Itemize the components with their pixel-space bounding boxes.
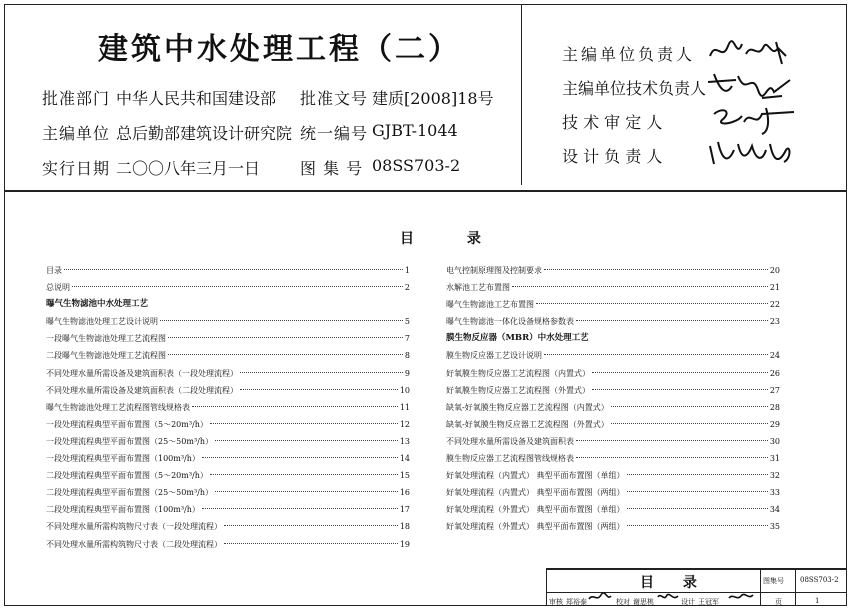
toc-entry <box>446 433 780 450</box>
toc-entry-title: 膜生物反应器工艺设计说明 <box>446 351 542 361</box>
toc-leader-dots <box>512 286 768 287</box>
header-column-divider <box>521 5 522 185</box>
toc-entry <box>46 399 410 416</box>
toc-leader-dots <box>611 423 768 424</box>
atlas-title: 建筑中水处理工程（二） <box>98 32 461 67</box>
toc-entry <box>446 484 780 501</box>
toc-entry-title: 一段处理流程典型平面布置图（5～20m³/h） <box>46 419 208 429</box>
toc-entry-title: 好氧处理流程（外置式） 典型平面布置图（两组） <box>446 522 625 532</box>
effective-date: 二〇〇八年三月一日 <box>116 159 261 178</box>
title-block-divider-v2 <box>795 569 796 606</box>
title-block-atlas-label: 图集号 <box>763 577 784 585</box>
toc-entry-title: 一段处理流程典型平面布置图（25～50m³/h） <box>46 436 213 446</box>
toc-leader-dots <box>627 474 768 475</box>
toc-leader-dots <box>202 508 398 509</box>
toc-entry-page: 7 <box>404 334 410 344</box>
toc-leader-dots <box>192 406 398 407</box>
toc-entry-title: 膜生物反应器（MBR）中水处理工艺 <box>446 333 589 344</box>
toc-entry-title: 二段曝气生物滤池处理工艺流程图 <box>46 351 166 361</box>
toc-entry <box>446 518 780 535</box>
toc-entry-title: 水解池工艺布置图 <box>446 283 510 293</box>
toc-entry <box>46 330 410 347</box>
title-block-atlas-no: 08SS703-2 <box>800 576 839 584</box>
toc-entry-page: 33 <box>769 488 780 498</box>
toc-entry-page: 1 <box>404 266 410 275</box>
toc-entry <box>446 382 780 399</box>
toc-entry-title: 好氧处理流程（外置式） 典型平面布置图（单组） <box>446 505 625 515</box>
toc-leader-dots <box>64 269 403 270</box>
toc-entry-page: 32 <box>769 471 780 481</box>
checker-signature <box>657 591 679 603</box>
toc-entry-page: 5 <box>404 317 410 327</box>
toc-leader-dots <box>627 508 768 509</box>
toc-entry-page: 15 <box>399 471 410 481</box>
atlas-no-label: 图 集 号 <box>300 159 364 178</box>
approval-doc: 建质[2008]18号 <box>372 89 494 108</box>
toc-entry-page: 19 <box>399 539 410 549</box>
tech-reviewer-label: 技 术 审 定 人 <box>562 113 663 132</box>
toc-title: 目 录 <box>400 231 505 247</box>
unified-no-label: 统一编号 <box>300 124 369 143</box>
tech-lead-label: 主编单位技术负责人 <box>562 79 707 98</box>
reviewer-signature <box>588 591 612 603</box>
toc-entry <box>446 347 780 364</box>
tech-reviewer-signature <box>706 102 796 136</box>
toc-entry <box>446 416 780 433</box>
toc-leader-dots <box>215 440 398 441</box>
toc-right-column <box>446 262 780 536</box>
toc-leader-dots <box>224 525 398 526</box>
toc-leader-dots <box>168 354 403 355</box>
toc-entry-title: 缺氧-好氧膜生物反应器工艺流程图（内置式） <box>446 402 609 412</box>
approval-dept-label: 批准部门 <box>42 89 111 108</box>
toc-leader-dots <box>544 269 768 270</box>
toc-entry-title: 曝气生物滤池处理工艺设计说明 <box>46 317 158 327</box>
toc-entry-page: 2 <box>404 283 410 293</box>
toc-entry <box>446 365 780 382</box>
atlas-no: 08SS703-2 <box>372 156 461 175</box>
toc-entry-page: 8 <box>404 351 410 361</box>
toc-entry-page: 23 <box>769 317 780 327</box>
toc-leader-dots <box>240 389 398 390</box>
toc-entry-title: 曝气生物滤池工艺布置图 <box>446 300 534 310</box>
design-lead-signature <box>706 136 796 170</box>
toc-entry <box>46 347 410 364</box>
toc-entry-title: 不同处理水量所需构筑物尺寸表（一段处理流程） <box>46 522 222 532</box>
toc-entry <box>46 467 410 484</box>
toc-entry-title: 电气控制原理图及控制要求 <box>446 266 542 275</box>
tech-lead-signature <box>706 68 796 102</box>
toc-section-heading <box>46 296 410 313</box>
toc-leader-dots <box>210 423 398 424</box>
toc-leader-dots <box>592 389 768 390</box>
toc-leader-dots <box>210 474 398 475</box>
chief-editor-signature <box>706 34 796 68</box>
toc-leader-dots <box>536 303 768 304</box>
toc-entry <box>46 501 410 518</box>
toc-leader-dots <box>160 320 403 321</box>
chief-editor-label: 主编单位负责人 <box>562 45 696 64</box>
toc-leader-dots <box>627 525 768 526</box>
toc-entry-page: 22 <box>769 300 780 310</box>
toc-entry-title: 二段处理流程典型平面布置图（5～20m³/h） <box>46 471 208 481</box>
check-label: 校对 <box>616 598 630 606</box>
toc-entry-title: 一段处理流程典型平面布置图（100m³/h） <box>46 454 200 464</box>
toc-entry <box>46 313 410 330</box>
toc-entry-title: 一段曝气生物滤池处理工艺流程图 <box>46 334 166 344</box>
toc-entry-title: 好氧膜生物反应器工艺流程图（外置式） <box>446 385 590 395</box>
editor-unit-label: 主编单位 <box>42 124 111 143</box>
toc-leader-dots <box>576 440 768 441</box>
toc-entry-title: 曝气生物滤池一体化设备规格参数表 <box>446 317 574 327</box>
toc-entry-page: 11 <box>399 402 410 412</box>
toc-entry-title: 曝气生物滤池中水处理工艺 <box>46 299 149 310</box>
toc-left-column <box>46 262 410 553</box>
toc-entry <box>446 501 780 518</box>
toc-entry-title: 二段处理流程典型平面布置图（100m³/h） <box>46 505 200 515</box>
header-divider <box>4 190 847 192</box>
approval-doc-label: 批准文号 <box>300 89 369 108</box>
toc-leader-dots <box>576 320 768 321</box>
reviewer-name: 郑裕泰 <box>566 598 587 606</box>
checker-name: 谢思桃 <box>633 598 654 606</box>
toc-entry-page: 17 <box>399 505 410 515</box>
design-label: 设计 <box>681 598 695 606</box>
toc-entry-page: 14 <box>399 454 410 464</box>
page-number: 1 <box>815 597 820 605</box>
toc-entry <box>46 279 410 296</box>
toc-entry-title: 不同处理水量所需设备及建筑面积表 <box>446 436 574 446</box>
toc-entry-page: 12 <box>399 419 410 429</box>
toc-entry <box>46 262 410 279</box>
toc-entry <box>46 518 410 535</box>
toc-leader-dots <box>544 354 768 355</box>
toc-entry-title: 目录 <box>46 266 62 275</box>
design-lead-label: 设 计 负 责 人 <box>562 147 663 166</box>
toc-entry <box>446 296 780 313</box>
toc-entry-title: 膜生物反应器工艺流程图管线规格表 <box>446 454 574 464</box>
toc-leader-dots <box>592 372 768 373</box>
toc-entry-page: 29 <box>769 419 780 429</box>
toc-entry-title: 好氧处理流程（内置式） 典型平面布置图（单组） <box>446 471 625 481</box>
toc-entry-page: 20 <box>769 266 780 275</box>
toc-entry <box>46 416 410 433</box>
toc-leader-dots <box>168 337 403 338</box>
toc-leader-dots <box>611 406 768 407</box>
toc-entry <box>446 279 780 296</box>
toc-entry-page: 31 <box>769 454 780 464</box>
toc-entry-title: 好氧处理流程（内置式） 典型平面布置图（两组） <box>446 488 625 498</box>
toc-entry-title: 不同处理水量所需设备及建筑面积表（二段处理流程） <box>46 385 238 395</box>
toc-entry-title: 好氧膜生物反应器工艺流程图（内置式） <box>446 368 590 378</box>
title-block-name: 目 录 <box>640 575 709 591</box>
toc-leader-dots <box>215 491 398 492</box>
page-label: 页 <box>775 598 782 606</box>
toc-entry <box>46 450 410 467</box>
toc-entry-page: 21 <box>769 283 780 293</box>
toc-leader-dots <box>627 491 768 492</box>
title-block-divider-v1 <box>760 569 761 606</box>
toc-entry-page: 24 <box>769 351 780 361</box>
toc-leader-dots <box>224 543 398 544</box>
toc-entry-title: 不同处理水量所需构筑物尺寸表（二段处理流程） <box>46 539 222 549</box>
toc-entry-title: 不同处理水量所需设备及建筑面积表（一段处理流程） <box>46 368 238 378</box>
toc-section-heading <box>446 330 780 347</box>
toc-entry-page: 13 <box>399 436 410 446</box>
toc-entry-page: 27 <box>769 385 780 395</box>
toc-entry-page: 35 <box>769 522 780 532</box>
toc-entry <box>446 467 780 484</box>
toc-entry <box>446 313 780 330</box>
toc-leader-dots <box>202 457 398 458</box>
editor-unit: 总后勤部建筑设计研究院 <box>116 124 293 143</box>
toc-entry-title: 曝气生物滤池处理工艺流程图管线规格表 <box>46 402 190 412</box>
toc-entry <box>46 536 410 553</box>
toc-entry-page: 10 <box>399 385 410 395</box>
unified-no: GJBT-1044 <box>372 121 458 140</box>
toc-leader-dots <box>576 457 768 458</box>
toc-entry-title: 总说明 <box>46 283 70 293</box>
toc-entry-title: 缺氧-好氧膜生物反应器工艺流程图（外置式） <box>446 419 609 429</box>
toc-entry-page: 30 <box>769 436 780 446</box>
toc-entry-page: 16 <box>399 488 410 498</box>
toc-entry <box>446 262 780 279</box>
toc-entry-title: 二段处理流程典型平面布置图（25～50m³/h） <box>46 488 213 498</box>
toc-entry-page: 18 <box>399 522 410 532</box>
toc-leader-dots <box>72 286 403 287</box>
approval-dept: 中华人民共和国建设部 <box>116 89 277 108</box>
toc-entry-page: 26 <box>769 368 780 378</box>
effective-date-label: 实行日期 <box>42 159 111 178</box>
toc-entry-page: 34 <box>769 505 780 515</box>
toc-entry-page: 28 <box>769 402 780 412</box>
toc-entry <box>46 382 410 399</box>
toc-entry <box>46 484 410 501</box>
designer-signature <box>728 591 754 603</box>
review-label: 审核 <box>549 598 563 606</box>
toc-entry <box>46 433 410 450</box>
designer-name: 王冠军 <box>698 598 719 606</box>
toc-entry <box>46 365 410 382</box>
toc-leader-dots <box>240 372 403 373</box>
toc-entry <box>446 450 780 467</box>
toc-entry <box>446 399 780 416</box>
toc-entry-page: 9 <box>404 368 410 378</box>
